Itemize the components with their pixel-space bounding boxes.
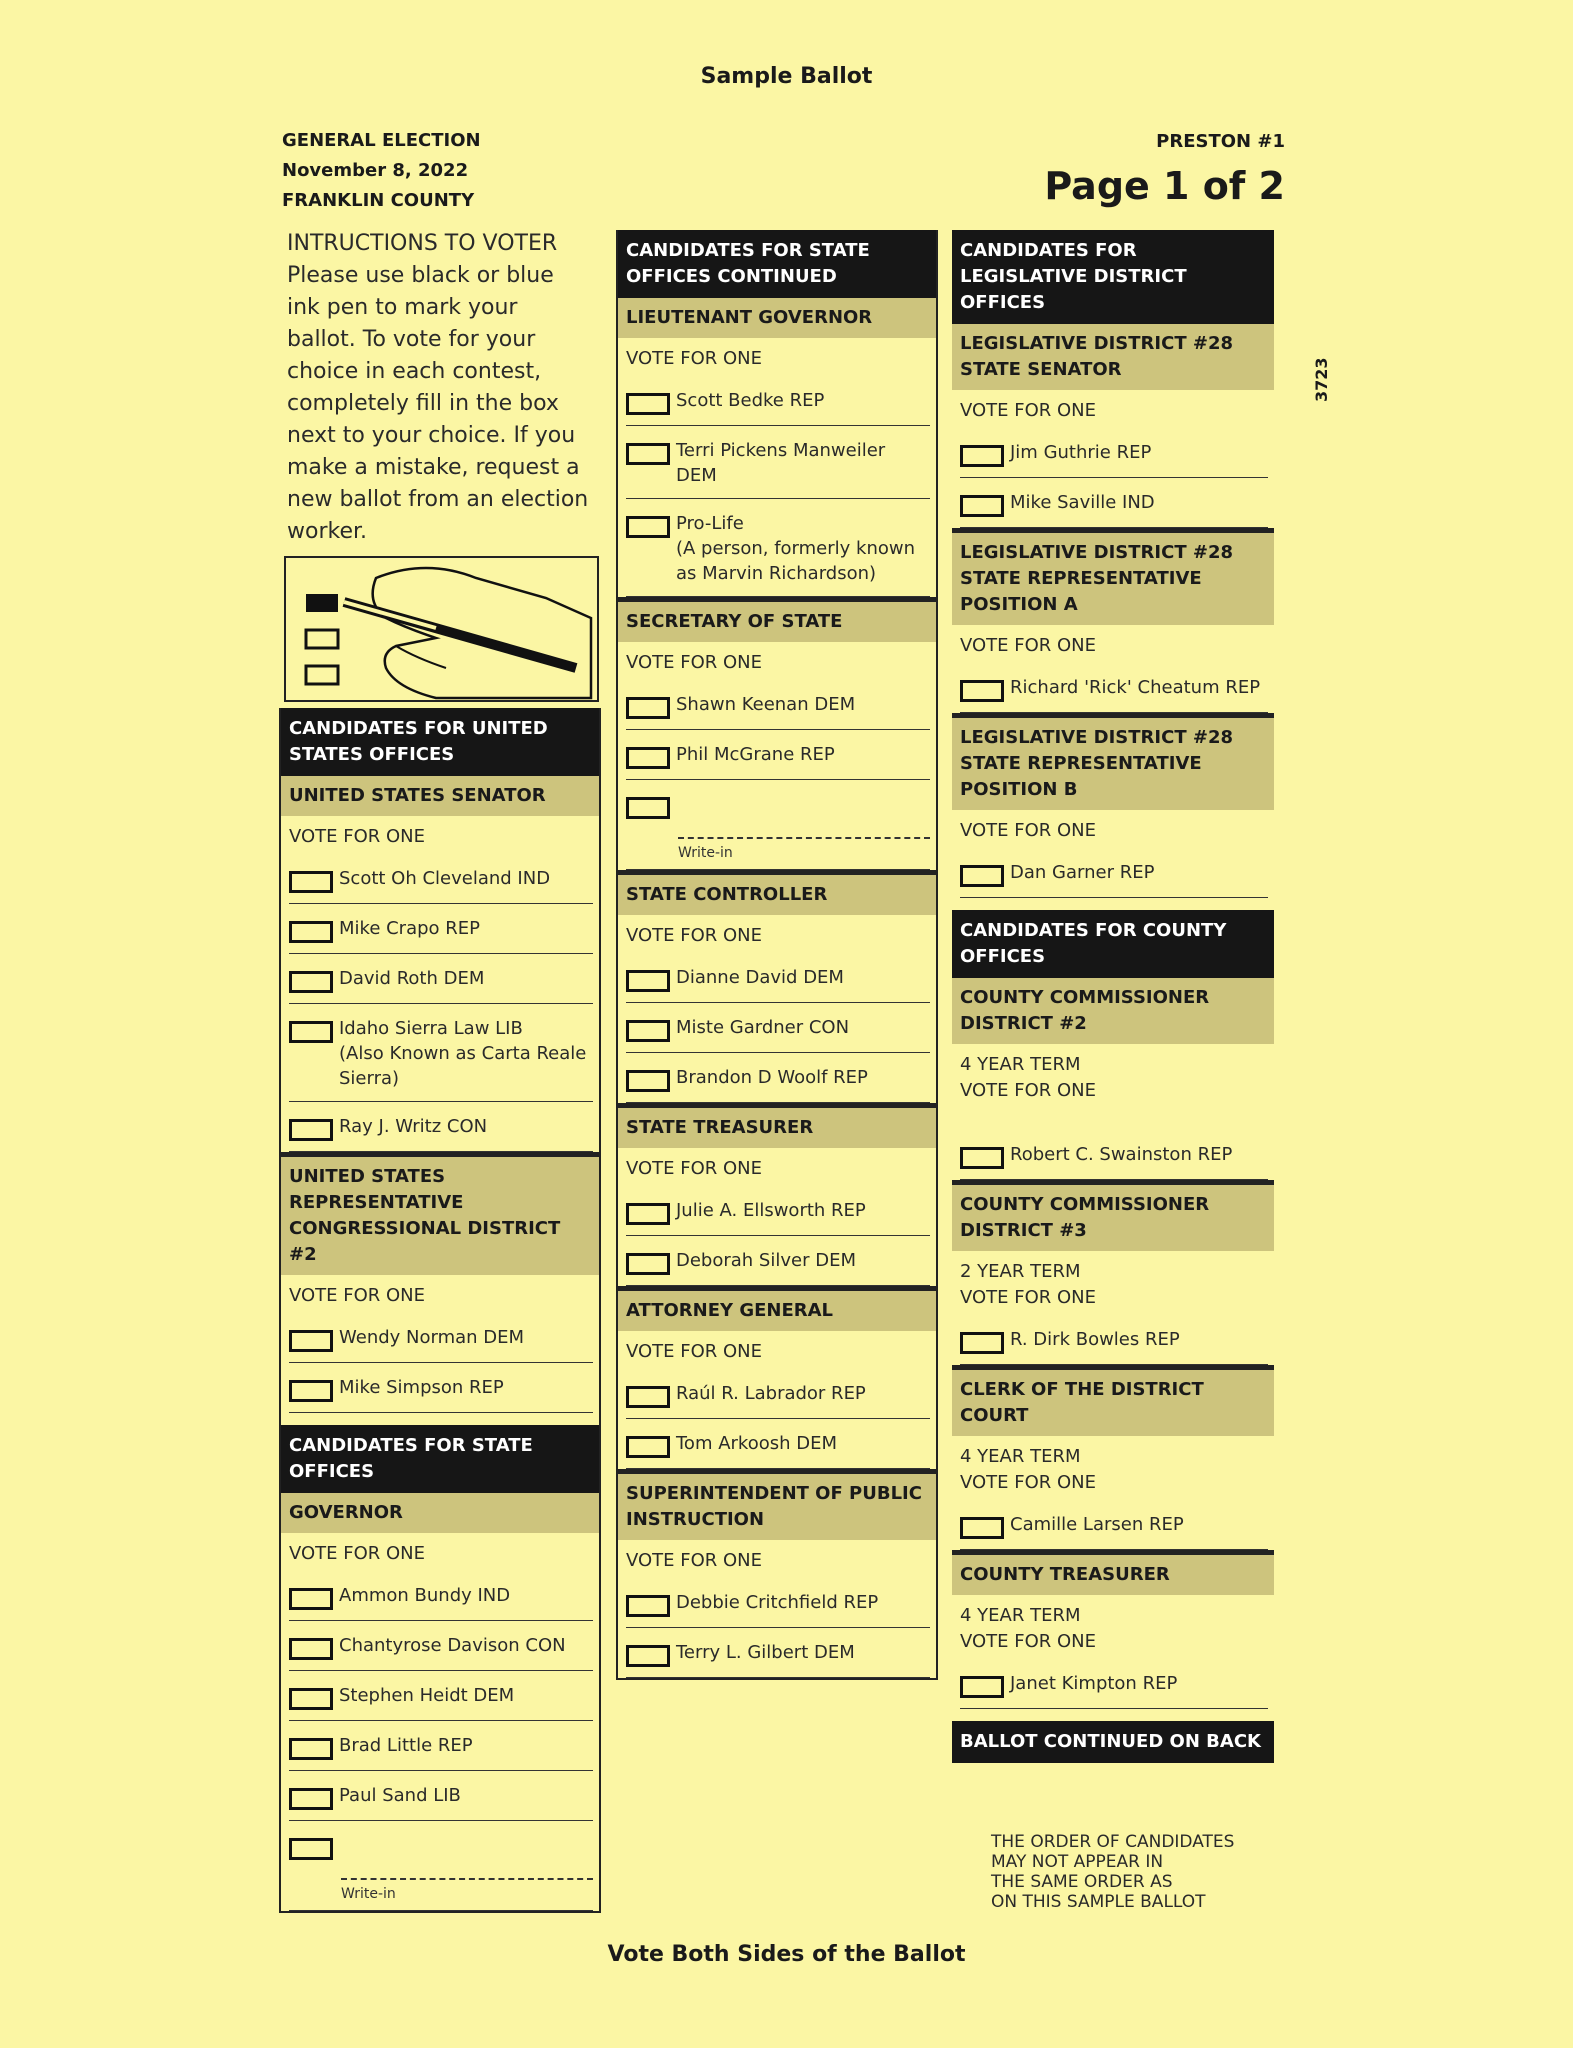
candidate-name: Pro-Life (A person, formerly known as Marvin Richardson): [676, 513, 915, 584]
race-title: UNITED STATES SENATOR: [281, 776, 599, 816]
candidate-name: Paul Sand LIB: [339, 1785, 461, 1806]
vote-box[interactable]: [289, 1838, 333, 1860]
vote-instruction: VOTE FOR ONE: [960, 820, 1097, 841]
vote-box[interactable]: [960, 1676, 1004, 1698]
vote-box[interactable]: [960, 680, 1004, 702]
write-in-line[interactable]: [341, 1878, 593, 1880]
race-title: GOVERNOR: [281, 1493, 599, 1533]
contest-state-rep-b: [952, 713, 1274, 898]
vote-box[interactable]: [289, 1330, 333, 1352]
term-length: 4 YEAR TERM: [960, 1446, 1081, 1467]
state-offices-continued-section: [616, 230, 938, 1680]
candidate-name: Mike Saville IND: [1010, 492, 1155, 513]
election-header: [282, 126, 481, 216]
contest-commissioner-3: [952, 1180, 1274, 1365]
vote-instruction: VOTE FOR ONE: [960, 1080, 1097, 1101]
side-code: 3723: [1312, 357, 1331, 402]
candidate-row[interactable]: [626, 730, 930, 780]
vote-box[interactable]: [289, 971, 333, 993]
candidate-row[interactable]: [289, 1313, 593, 1363]
term-length: 4 YEAR TERM: [960, 1054, 1081, 1075]
contest-clerk: [952, 1365, 1274, 1550]
candidate-name: Idaho Sierra Law LIB (Also Known as Carta Reale Sierra): [339, 1018, 587, 1089]
term-length: 2 YEAR TERM: [960, 1261, 1081, 1282]
write-in-label: Write-in: [341, 1886, 396, 1902]
candidate-name: Jim Guthrie REP: [1010, 442, 1152, 463]
candidate-name: Mike Crapo REP: [339, 918, 481, 939]
voter-instructions: INTRUCTIONS TO VOTER Please use black or blue ink pen to mark your ballot. To vote for your choice in each contest, completely fill in the box next to your choice. If you make a mistake, request a new ballot from an election worker.: [287, 231, 589, 544]
candidate-row[interactable]: [626, 1003, 930, 1053]
vote-box[interactable]: [960, 495, 1004, 517]
column-1: [279, 226, 601, 1913]
race-title: COUNTY COMMISSIONER DISTRICT #2: [952, 978, 1274, 1044]
race-title: LEGISLATIVE DISTRICT #28 STATE REPRESENTATIVE POSITION B: [952, 718, 1274, 810]
candidate-name: Raúl R. Labrador REP: [676, 1383, 866, 1404]
category-header: CANDIDATES FOR STATE OFFICES: [281, 1425, 599, 1493]
vote-instruction: VOTE FOR ONE: [960, 1472, 1097, 1493]
candidate-row[interactable]: [960, 1130, 1268, 1180]
vote-box[interactable]: [289, 1021, 333, 1043]
contest-county-treasurer: [952, 1550, 1274, 1709]
candidate-name: Ray J. Writz CON: [339, 1116, 488, 1137]
vote-box[interactable]: [626, 1436, 670, 1458]
vote-box[interactable]: [289, 1588, 333, 1610]
vote-box[interactable]: [289, 921, 333, 943]
vote-box[interactable]: [960, 1517, 1004, 1539]
race-title: LEGISLATIVE DISTRICT #28 STATE SENATOR: [952, 324, 1274, 390]
vote-instruction: VOTE FOR ONE: [289, 1543, 426, 1564]
category-header: CANDIDATES FOR STATE OFFICES CONTINUED: [618, 230, 936, 298]
candidate-name: Dianne David DEM: [676, 967, 844, 988]
category-header: CANDIDATES FOR LEGISLATIVE DISTRICT OFFICES: [952, 230, 1274, 324]
candidate-row[interactable]: [960, 663, 1268, 713]
candidate-row[interactable]: [626, 1578, 930, 1628]
race-title: SUPERINTENDENT OF PUBLIC INSTRUCTION: [618, 1474, 936, 1540]
candidate-name: Brad Little REP: [339, 1735, 473, 1756]
vote-instruction: VOTE FOR ONE: [626, 348, 763, 369]
vote-instruction: VOTE FOR ONE: [960, 1631, 1097, 1652]
marking-illustration: [284, 556, 599, 702]
vote-box[interactable]: [626, 1020, 670, 1042]
candidate-name: Deborah Silver DEM: [676, 1250, 856, 1271]
write-in-line[interactable]: [678, 837, 930, 839]
vote-box[interactable]: [289, 1119, 333, 1141]
candidate-row[interactable]: [626, 1628, 930, 1678]
candidate-name: Richard 'Rick' Cheatum REP: [1010, 677, 1261, 698]
vote-instruction: VOTE FOR ONE: [626, 652, 763, 673]
candidate-name: Mike Simpson REP: [339, 1377, 504, 1398]
candidate-row[interactable]: [626, 499, 930, 597]
candidate-name: Shawn Keenan DEM: [676, 694, 856, 715]
write-in-row[interactable]: [289, 1821, 593, 1911]
candidate-name: Tom Arkoosh DEM: [676, 1433, 837, 1454]
candidate-row[interactable]: [626, 426, 930, 499]
candidate-row[interactable]: [289, 1004, 593, 1102]
vote-box[interactable]: [626, 393, 670, 415]
race-title: ATTORNEY GENERAL: [618, 1291, 936, 1331]
candidate-row[interactable]: [960, 1315, 1268, 1365]
candidate-row[interactable]: [289, 1671, 593, 1721]
column-3: [952, 230, 1274, 1763]
vote-box[interactable]: [626, 516, 670, 538]
ballot-continued-banner: BALLOT CONTINUED ON BACK: [952, 1721, 1274, 1763]
candidate-name: Phil McGrane REP: [676, 744, 835, 765]
candidate-row[interactable]: [289, 854, 593, 904]
vote-instruction: VOTE FOR ONE: [289, 1285, 426, 1306]
vote-box[interactable]: [289, 1380, 333, 1402]
vote-box[interactable]: [289, 1688, 333, 1710]
vote-instruction: VOTE FOR ONE: [960, 635, 1097, 656]
race-title: STATE CONTROLLER: [618, 875, 936, 915]
candidate-row[interactable]: [960, 848, 1268, 898]
vote-box[interactable]: [289, 871, 333, 893]
candidate-row[interactable]: [626, 1053, 930, 1103]
candidate-name: David Roth DEM: [339, 968, 485, 989]
contest-state-treasurer: [618, 1103, 936, 1286]
vote-instruction: VOTE FOR ONE: [626, 925, 763, 946]
contest-us-representative: [281, 1152, 599, 1413]
vote-box[interactable]: [289, 1738, 333, 1760]
us-offices-section: [279, 708, 601, 1913]
vote-instruction: VOTE FOR ONE: [626, 1158, 763, 1179]
candidate-name: Julie A. Ellsworth REP: [676, 1200, 866, 1221]
candidate-row[interactable]: [289, 1721, 593, 1771]
category-header: CANDIDATES FOR COUNTY OFFICES: [952, 910, 1274, 978]
vote-instruction: VOTE FOR ONE: [960, 1287, 1097, 1308]
candidate-row[interactable]: [960, 478, 1268, 528]
candidate-name: Brandon D Woolf REP: [676, 1067, 868, 1088]
candidate-row[interactable]: [626, 680, 930, 730]
candidate-row[interactable]: [626, 1236, 930, 1286]
write-in-row[interactable]: [626, 780, 930, 870]
candidate-name: Scott Bedke REP: [676, 390, 825, 411]
contest-us-senator: [281, 776, 599, 1152]
candidate-name: Scott Oh Cleveland IND: [339, 868, 551, 889]
vote-instruction: VOTE FOR ONE: [626, 1341, 763, 1362]
contest-state-rep-a: [952, 528, 1274, 713]
candidate-name: R. Dirk Bowles REP: [1010, 1329, 1180, 1350]
candidate-name: Terry L. Gilbert DEM: [676, 1642, 855, 1663]
contest-secretary-of-state: [618, 597, 936, 870]
vote-box[interactable]: [626, 1645, 670, 1667]
vote-box[interactable]: [626, 970, 670, 992]
race-title: LIEUTENANT GOVERNOR: [618, 298, 936, 338]
contest-commissioner-2: [952, 978, 1274, 1180]
vote-box[interactable]: [626, 697, 670, 719]
candidate-row[interactable]: [626, 953, 930, 1003]
candidate-name: Dan Garner REP: [1010, 862, 1155, 883]
candidate-name: Terri Pickens Manweiler DEM: [676, 440, 886, 486]
vote-box[interactable]: [289, 1638, 333, 1660]
vote-box[interactable]: [626, 1386, 670, 1408]
vote-box[interactable]: [626, 1595, 670, 1617]
race-title: LEGISLATIVE DISTRICT #28 STATE REPRESENTATIVE POSITION A: [952, 533, 1274, 625]
contest-lieutenant-governor: [618, 298, 936, 597]
candidate-name: Janet Kimpton REP: [1010, 1673, 1178, 1694]
candidate-row[interactable]: [960, 1500, 1268, 1550]
candidate-row[interactable]: [289, 954, 593, 1004]
candidate-row[interactable]: [626, 1369, 930, 1419]
vote-box[interactable]: [960, 445, 1004, 467]
vote-box[interactable]: [626, 747, 670, 769]
vote-box[interactable]: [626, 443, 670, 465]
candidate-name: Miste Gardner CON: [676, 1017, 850, 1038]
election-name: GENERAL ELECTION: [282, 130, 481, 151]
vote-box[interactable]: [289, 1788, 333, 1810]
contest-state-controller: [618, 870, 936, 1103]
candidate-name: Stephen Heidt DEM: [339, 1685, 515, 1706]
vote-box[interactable]: [626, 797, 670, 819]
candidate-name: Ammon Bundy IND: [339, 1585, 511, 1606]
vote-instruction: VOTE FOR ONE: [960, 400, 1097, 421]
legislative-section: [952, 230, 1274, 1763]
vote-box[interactable]: [960, 1147, 1004, 1169]
candidate-name: Camille Larsen REP: [1010, 1514, 1184, 1535]
vote-box[interactable]: [960, 1332, 1004, 1354]
candidate-row[interactable]: [626, 1186, 930, 1236]
contest-attorney-general: [618, 1286, 936, 1469]
column-2: [616, 230, 938, 1680]
term-length: 4 YEAR TERM: [960, 1605, 1081, 1626]
write-in-label: Write-in: [678, 845, 733, 861]
precinct-name: PRESTON #1: [1156, 131, 1285, 152]
candidate-name: Chantyrose Davison CON: [339, 1635, 566, 1656]
candidate-row[interactable]: [289, 1363, 593, 1413]
ballot-title: Sample Ballot: [700, 64, 873, 89]
candidate-row[interactable]: [626, 376, 930, 426]
candidate-name: Wendy Norman DEM: [339, 1327, 525, 1348]
race-title: COUNTY TREASURER: [952, 1555, 1274, 1595]
contest-governor: [281, 1493, 599, 1911]
candidate-row[interactable]: [289, 1102, 593, 1152]
race-title: UNITED STATES REPRESENTATIVE CONGRESSIONAL DISTRICT #2: [281, 1157, 599, 1275]
vote-both-sides: Vote Both Sides of the Ballot: [607, 1942, 966, 1967]
race-title: SECRETARY OF STATE: [618, 602, 936, 642]
candidate-row[interactable]: [626, 1419, 930, 1469]
candidate-row[interactable]: [289, 904, 593, 954]
race-title: COUNTY COMMISSIONER DISTRICT #3: [952, 1185, 1274, 1251]
contest-state-senator: [952, 324, 1274, 528]
candidate-row[interactable]: [289, 1621, 593, 1671]
election-date: November 8, 2022: [282, 160, 469, 181]
vote-instruction: VOTE FOR ONE: [626, 1550, 763, 1571]
contest-superintendent: [618, 1469, 936, 1678]
county-name: FRANKLIN COUNTY: [282, 190, 475, 211]
vote-box[interactable]: [626, 1203, 670, 1225]
candidate-row[interactable]: [960, 1659, 1268, 1709]
candidate-row[interactable]: [289, 1571, 593, 1621]
order-disclaimer: THE ORDER OF CANDIDATES MAY NOT APPEAR IN THE SAME ORDER AS ON THIS SAMPLE BALLOT: [991, 1832, 1235, 1912]
race-title: STATE TREASURER: [618, 1108, 936, 1148]
category-header: CANDIDATES FOR UNITED STATES OFFICES: [281, 708, 599, 776]
race-title: CLERK OF THE DISTRICT COURT: [952, 1370, 1274, 1436]
page-number: Page 1 of 2: [1044, 164, 1285, 208]
candidate-name: Robert C. Swainston REP: [1010, 1144, 1233, 1165]
vote-box[interactable]: [626, 1253, 670, 1275]
candidate-name: Debbie Critchfield REP: [676, 1592, 879, 1613]
candidate-row[interactable]: [289, 1771, 593, 1821]
vote-instruction: VOTE FOR ONE: [289, 826, 426, 847]
vote-box[interactable]: [626, 1070, 670, 1092]
vote-box[interactable]: [960, 865, 1004, 887]
candidate-row[interactable]: [960, 428, 1268, 478]
